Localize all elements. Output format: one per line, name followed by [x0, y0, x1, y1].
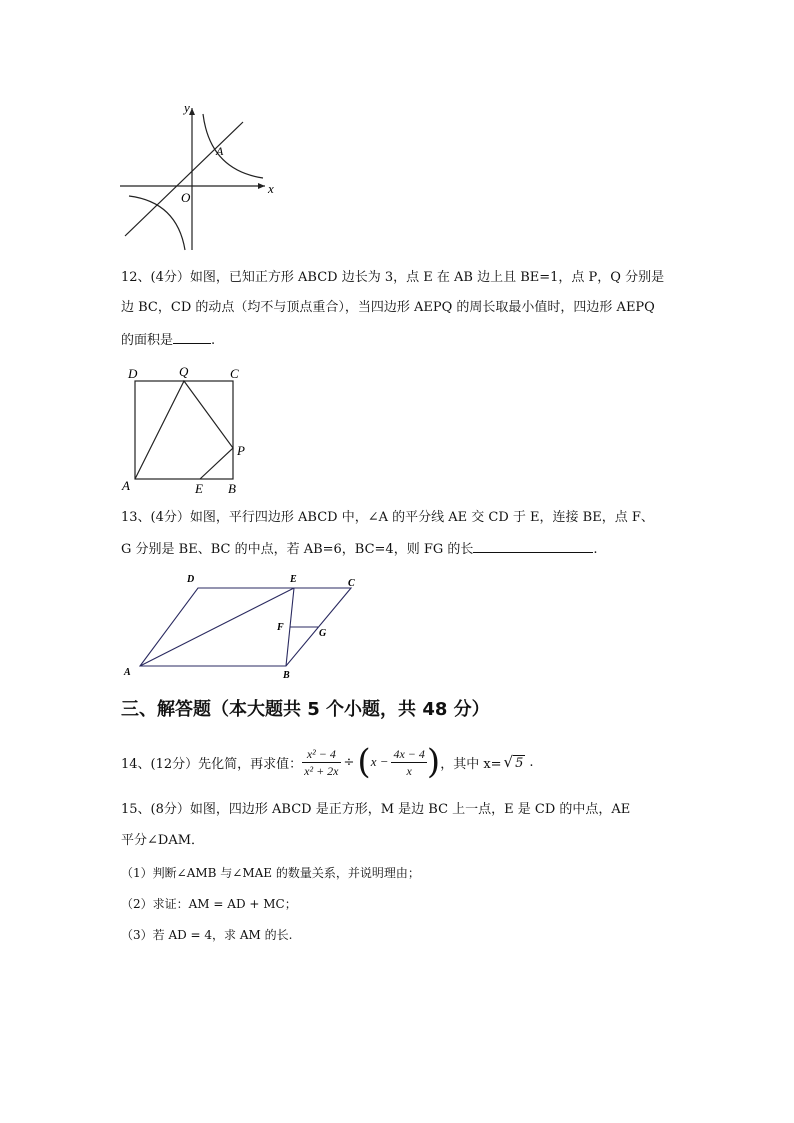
q14-left-paren: (: [357, 742, 371, 782]
label-g: G: [319, 628, 327, 639]
label-f: F: [277, 622, 284, 633]
q14-frac2-numerator: 4x − 4: [393, 746, 425, 761]
label-x: x: [268, 181, 274, 196]
label-c: C: [348, 578, 355, 589]
label-c: C: [230, 366, 239, 381]
label-origin: O: [181, 190, 191, 205]
q15-sub2: （2）求证：AM = AD + MC；: [121, 897, 297, 911]
label-p: P: [237, 443, 245, 458]
section-heading: 三、解答题（本大题共 5 个小题，共 48 分）: [121, 699, 490, 720]
q14-end: .: [529, 754, 534, 770]
square-outline: [135, 381, 233, 479]
q15-sub1: （1）判断∠AMB 与∠MAE 的数量关系，并说明理由；: [121, 866, 420, 880]
q14-frac1-numerator: x² − 4: [302, 746, 340, 763]
label-a: A: [216, 144, 224, 158]
q14-prefix: 14、(12分）先化简，再求值：: [121, 756, 303, 772]
y-axis-arrow: [189, 108, 195, 115]
q14-right-paren: ): [426, 742, 441, 782]
q12-line3-text: 的面积是: [121, 333, 174, 348]
q14-divide: ÷: [343, 754, 355, 770]
x-axis-arrow: [258, 183, 265, 189]
q12-line1: 12、(4分）如图，已知正方形 ABCD 边长为 3，点 E 在 AB 边上且 BE=1，点 P，Q 分别是: [121, 270, 665, 285]
q14-sqrt-value: 5: [515, 756, 524, 771]
q12-line2: 边 BC，CD 的动点（均不与顶点重合），当四边形 AEPQ 的周长取最小值时，四边形 AEPQ: [121, 300, 655, 315]
q14-frac2-denominator: x: [406, 763, 412, 778]
parallelogram-figure: [118, 570, 368, 685]
q14: [121, 740, 534, 784]
q13-line1: 13、(4分）如图，平行四边形 ABCD 中，∠A 的平分线 AE 交 CD 于 E，连接 BE，点 F、: [121, 510, 654, 525]
q15-line1: 15、(8分）如图，四边形 ABCD 是正方形，M 是边 BC 上一点，E 是 CD 的中点，AE: [121, 802, 631, 817]
hyperbola-branch-lower: [129, 196, 185, 250]
label-q: Q: [179, 364, 189, 379]
q13-line2-end: .: [593, 542, 598, 557]
quadrilateral-aepq: [135, 381, 233, 479]
label-d: D: [187, 574, 195, 585]
q15-sub3: （3）若 AD = 4，求 AM 的长.: [121, 928, 293, 942]
q14-suffix: ，其中 x=: [440, 756, 502, 772]
label-a: A: [124, 667, 131, 678]
q12-line3-end: .: [211, 333, 216, 348]
label-b: B: [283, 670, 290, 681]
q13-answer-blank[interactable]: [473, 540, 593, 553]
q14-fraction-1: [302, 746, 340, 779]
hyperbola-line-figure: [115, 100, 285, 255]
sqrt-symbol: √: [503, 753, 514, 771]
q13-line2-text: G 分别是 BE、BC 的中点，若 AB=6，BC=4，则 FG 的长: [121, 542, 474, 557]
segment-ae: [140, 588, 294, 666]
q14-sqrt: [504, 753, 526, 771]
label-a: A: [122, 478, 130, 493]
hyperbola-branch-upper: [203, 114, 263, 178]
q14-frac1-denominator: x² + 2x: [304, 763, 339, 778]
label-e: E: [290, 574, 297, 585]
linear-function-line: [125, 122, 243, 236]
parallelogram-abcd: [140, 588, 351, 666]
q15-line2: 平分∠DAM．: [121, 833, 205, 848]
q12-line3: [121, 331, 215, 350]
label-e: E: [195, 481, 203, 496]
q12-answer-blank[interactable]: [173, 331, 211, 344]
q14-inner-x: x −: [370, 754, 389, 769]
label-b: B: [228, 481, 236, 496]
label-y: y: [184, 100, 190, 115]
q14-fraction-2: [391, 746, 426, 779]
q13-line2: [121, 540, 598, 559]
label-d: D: [128, 366, 138, 381]
square-abcd-figure: [118, 362, 258, 497]
